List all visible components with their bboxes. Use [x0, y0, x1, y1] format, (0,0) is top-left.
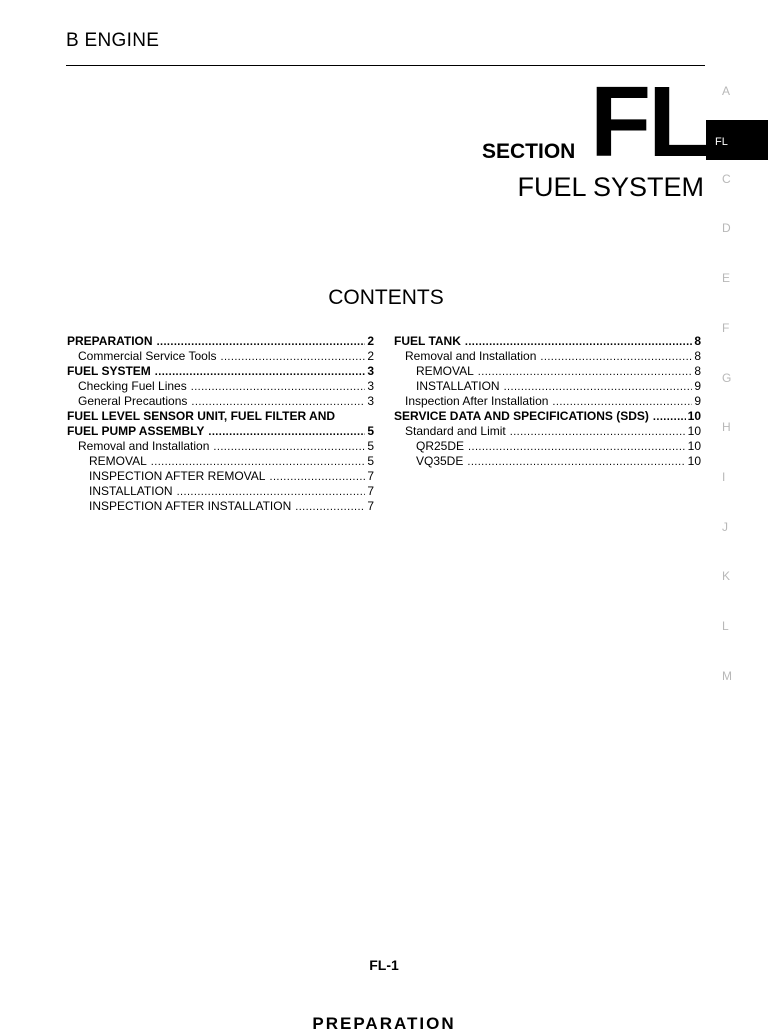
side-tab-f[interactable] [706, 319, 768, 359]
side-tab-label: M [722, 668, 732, 683]
toc-entry-page: 7 [367, 484, 374, 498]
toc-column-right [394, 334, 701, 469]
toc-entry-label: REMOVAL [416, 364, 474, 378]
side-tab-label: C [722, 171, 731, 186]
toc-entry[interactable] [394, 439, 701, 454]
toc-entry-label: Removal and Installation [78, 439, 210, 453]
toc-entry-page: 10 [687, 409, 701, 423]
toc-entry-label: PREPARATION [67, 334, 153, 348]
toc-entry-label: Checking Fuel Lines [78, 379, 187, 393]
toc-dot-leader [295, 500, 365, 515]
toc-entry[interactable] [67, 379, 374, 394]
side-tab-h[interactable] [706, 418, 768, 458]
toc-dot-leader [177, 485, 366, 500]
toc-entry[interactable] [67, 454, 374, 469]
toc-entry-label: FUEL TANK [394, 334, 461, 348]
toc-entry[interactable] [67, 334, 374, 349]
side-tab-k[interactable] [706, 567, 768, 607]
toc-entry-page: 8 [694, 349, 701, 363]
toc-entry-label: INSTALLATION [89, 484, 173, 498]
toc-dot-leader [468, 440, 686, 455]
toc-entry-label: Inspection After Installation [405, 394, 549, 408]
toc-entry-page: 8 [694, 334, 701, 348]
side-tab-label: J [722, 519, 728, 534]
toc-entry-label: Standard and Limit [405, 424, 506, 438]
side-tab-i[interactable] [706, 468, 768, 508]
side-tab-label: A [722, 84, 731, 98]
toc-entry-page: 3 [367, 364, 374, 378]
toc-dot-leader [552, 395, 692, 410]
toc-entry-label: INSPECTION AFTER REMOVAL [89, 469, 266, 483]
side-tab-label: H [722, 420, 731, 435]
group-header: B ENGINE [66, 30, 160, 51]
side-tab-label: L [722, 619, 729, 633]
side-tab-label: D [722, 221, 731, 236]
toc-dot-leader [540, 350, 692, 365]
side-tab-g[interactable] [706, 369, 768, 409]
toc-entry-label: INSTALLATION [416, 379, 500, 393]
toc-entry-page: 5 [367, 454, 374, 468]
section-title: FUEL SYSTEM [517, 172, 704, 202]
toc-entry[interactable] [67, 484, 374, 499]
toc-dot-leader [504, 380, 693, 395]
side-tab-l[interactable] [706, 617, 768, 657]
toc-entry-page: 2 [367, 349, 374, 363]
toc-dot-leader [478, 365, 693, 380]
toc-entry-label: Commercial Service Tools [78, 349, 217, 363]
toc-dot-leader [465, 335, 692, 350]
toc-dot-leader [191, 395, 365, 410]
toc-entry-label: REMOVAL [89, 454, 147, 468]
toc-entry-page: 9 [694, 379, 701, 393]
toc-entry[interactable] [394, 349, 701, 364]
page-number: FL-1 [369, 957, 399, 973]
toc-entry-page: 7 [367, 469, 374, 483]
toc-dot-leader [269, 470, 365, 485]
toc-entry-page: 10 [687, 424, 701, 438]
toc-entry-label: FUEL SYSTEM [67, 364, 151, 378]
toc-entry-page: 5 [367, 439, 374, 453]
toc-dot-leader [155, 365, 366, 380]
side-tab-label: E [722, 271, 731, 286]
toc-entry-label: General Precautions [78, 394, 188, 408]
toc-entry[interactable] [394, 409, 701, 424]
toc-dot-leader [467, 455, 685, 470]
toc-dot-leader [151, 455, 366, 470]
toc-entry[interactable] [394, 379, 701, 394]
side-tab-label: I [722, 469, 726, 484]
toc-entry-page: 10 [687, 454, 701, 468]
section-code: FL [590, 66, 707, 178]
side-tab-label: G [722, 370, 732, 385]
toc-entry[interactable] [394, 394, 701, 409]
toc-entry-label: Removal and Installation [405, 349, 537, 363]
toc-entry-label: FUEL PUMP ASSEMBLY [67, 424, 205, 438]
toc-entry-page: 3 [367, 394, 374, 408]
side-tab-label: K [722, 569, 731, 584]
toc-entry-page: 8 [694, 364, 701, 378]
toc-entry[interactable] [394, 454, 701, 469]
toc-entry[interactable] [67, 469, 374, 484]
toc-entry[interactable] [67, 364, 374, 379]
toc-dot-leader [510, 425, 686, 440]
toc-entry-label: INSPECTION AFTER INSTALLATION [89, 499, 292, 513]
toc-entry-page: 10 [687, 439, 701, 453]
toc-entry-page: 3 [367, 379, 374, 393]
toc-entry[interactable] [67, 394, 374, 409]
toc-entry-label: QR25DE [416, 439, 465, 453]
side-tab-label: FL [715, 136, 728, 148]
toc-dot-leader [208, 425, 365, 440]
toc-dot-leader [191, 380, 366, 395]
next-section-heading: PREPARATION [312, 1014, 456, 1033]
section-word: SECTION [482, 140, 576, 163]
toc-entry[interactable] [394, 334, 701, 349]
toc-column-left [67, 334, 374, 514]
toc-entry-label: SERVICE DATA AND SPECIFICATIONS (SDS) [394, 409, 649, 423]
toc-entry-label: VQ35DE [416, 454, 464, 468]
toc-dot-leader [157, 335, 366, 350]
toc-entry[interactable] [394, 424, 701, 439]
toc-entry-page: 5 [367, 424, 374, 438]
side-tab-label: F [722, 320, 730, 335]
toc-dot-leader [221, 350, 366, 365]
side-tab-d[interactable] [706, 219, 768, 259]
side-tab-j[interactable] [706, 518, 768, 558]
toc-entry-page: 9 [694, 394, 701, 408]
toc-entry[interactable] [67, 349, 374, 364]
toc-entry[interactable] [67, 499, 374, 514]
side-tab-fl[interactable] [706, 120, 768, 160]
toc-entry[interactable] [394, 364, 701, 379]
side-tab-m[interactable] [706, 667, 768, 707]
contents-title: CONTENTS [328, 286, 444, 309]
side-tab-a[interactable] [706, 82, 768, 122]
side-tab-c[interactable] [706, 170, 768, 210]
toc-entry-page: 7 [367, 499, 374, 513]
toc-dot-leader [213, 440, 365, 455]
toc-dot-leader [653, 410, 686, 425]
toc-entry[interactable] [67, 409, 374, 424]
toc-entry-page: 2 [367, 334, 374, 348]
toc-entry[interactable] [67, 424, 374, 439]
toc-entry-label: FUEL LEVEL SENSOR UNIT, FUEL FILTER AND [67, 409, 336, 423]
toc-entry[interactable] [67, 439, 374, 454]
